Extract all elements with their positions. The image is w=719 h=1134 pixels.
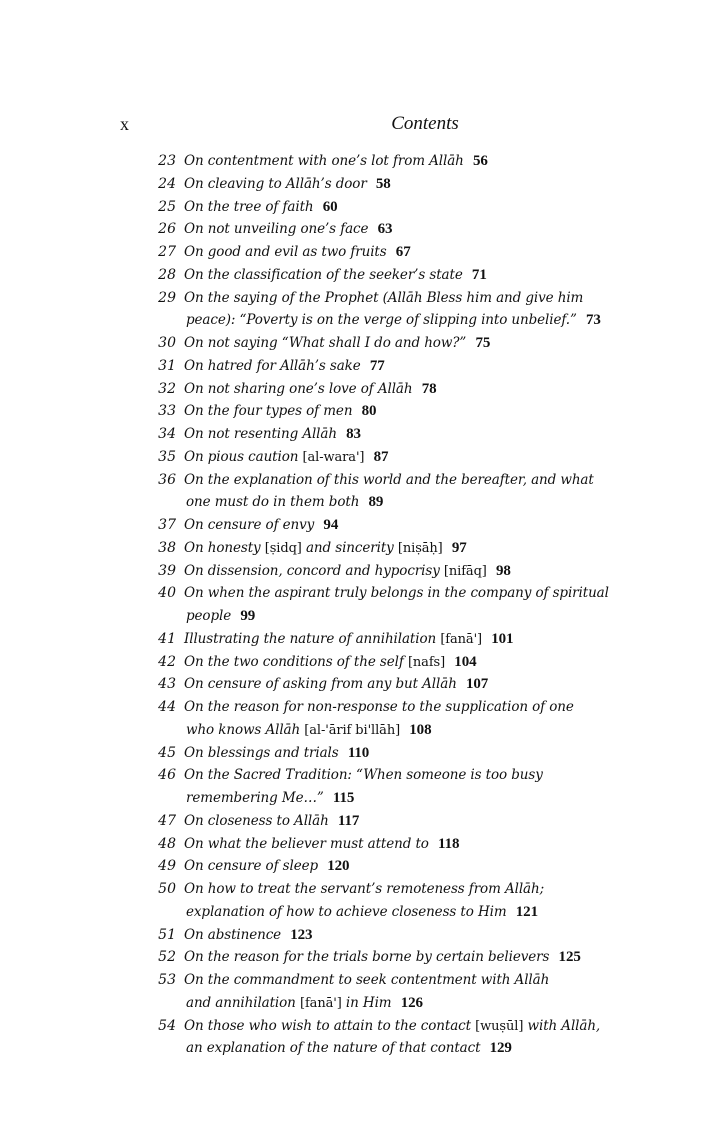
entry-title	[184, 856, 349, 876]
arabic-term: [nifāq]	[443, 563, 487, 579]
entry-title-continuation	[186, 310, 601, 330]
entry-number: 29	[158, 289, 176, 306]
entry-text: On the two conditions of the self	[184, 653, 404, 670]
page-reference: 123	[290, 926, 313, 943]
entry-text: On dissension, concord and hypocrisy	[184, 562, 440, 579]
page-reference: 83	[346, 426, 361, 442]
arabic-term: [al-'ārif bi'llāh]	[304, 722, 401, 738]
entry-text: remembering Me…”	[186, 790, 324, 806]
entry-number: 39	[158, 562, 176, 579]
entry-text: On the Sacred Tradition: “When someone is too busy	[184, 767, 543, 784]
entry-title	[184, 629, 513, 650]
page-reference: 97	[451, 539, 467, 556]
entry-text: On not sharing one’s love of Allāh	[184, 380, 413, 397]
page-reference: 129	[489, 1040, 512, 1057]
entry-number: 44	[158, 699, 176, 715]
entry-text: explanation of how to achieve closeness to Him	[186, 903, 507, 920]
entry-title-continuation	[186, 993, 423, 1014]
page-reference: 71	[471, 266, 487, 283]
entry-title	[184, 697, 574, 717]
entry-text: On pious caution	[184, 448, 299, 465]
page-reference: 98	[495, 562, 511, 579]
page-reference: 75	[475, 335, 491, 351]
entry-number: 37	[158, 517, 176, 533]
entry-text: On closeness to Allāh	[184, 812, 329, 829]
entry-number: 35	[158, 448, 176, 465]
entry-text: On the classification of the seeker’s state	[184, 266, 463, 283]
page-reference: 94	[323, 517, 339, 533]
entry-text: On censure of envy	[184, 517, 315, 533]
entry-text: On censure of sleep	[184, 858, 319, 875]
entry-number: 53	[158, 972, 176, 988]
entry-text: On those who wish to attain to the contact	[184, 1017, 471, 1034]
entry-title	[184, 583, 609, 603]
entry-number: 52	[158, 949, 176, 966]
page-reference: 60	[322, 198, 338, 215]
page-reference: 77	[369, 357, 385, 374]
entry-title-continuation	[186, 720, 431, 741]
page-reference: 99	[240, 608, 256, 624]
entry-number: 45	[158, 744, 176, 761]
entry-title	[184, 879, 544, 899]
entry-text: On how to treat the servant’s remoteness from Allāh;	[184, 881, 545, 897]
entry-number: 51	[158, 926, 176, 943]
entry-number: 26	[158, 221, 176, 238]
arabic-term: [ṣidq]	[264, 540, 302, 556]
entry-text: On honesty	[184, 539, 261, 556]
entry-number: 43	[158, 676, 176, 693]
entry-text: On the saying of the Prophet (Allāh Bless him and give him	[184, 289, 584, 306]
entry-number: 42	[158, 653, 176, 670]
entry-text: On what the believer must attend to	[184, 835, 429, 852]
entry-number: 47	[158, 812, 176, 829]
entry-title	[184, 424, 361, 444]
page-reference: 125	[558, 949, 581, 966]
entry-text: On good and evil as two fruits	[184, 244, 387, 260]
entry-title-continuation	[186, 492, 383, 512]
page-reference: 89	[368, 494, 384, 511]
entry-number: 40	[158, 585, 176, 602]
entry-number: 28	[158, 266, 176, 283]
arabic-term: [fanā']	[299, 995, 342, 1011]
entry-number: 38	[158, 539, 176, 556]
entry-text: peace): “Poverty is on the verge of slipping into unbelief.”	[186, 312, 577, 329]
running-head: Contents	[391, 113, 459, 134]
entry-title	[184, 674, 488, 694]
entry-title	[184, 743, 369, 763]
page-number: x	[120, 114, 129, 134]
entry-text: Illustrating the nature of annihilation	[184, 630, 437, 647]
page-reference: 87	[373, 448, 389, 465]
entry-title	[184, 765, 543, 785]
entry-title-continuation	[186, 902, 538, 922]
entry-title	[184, 379, 437, 399]
entry-text: On the explanation of this world and the bereafter, and what	[184, 471, 594, 488]
page-reference: 101	[491, 630, 514, 647]
page-reference: 78	[421, 380, 437, 397]
entry-text: On contentment with one’s lot from Allāh	[184, 153, 464, 169]
entry-text: On the four types of men	[184, 403, 353, 420]
entry-title	[184, 515, 338, 535]
page-reference: 118	[438, 835, 460, 852]
entry-text: On censure of asking from any but Allāh	[184, 676, 457, 693]
page-reference: 104	[454, 653, 477, 670]
entry-title	[184, 356, 385, 376]
entry-text: and annihilation	[186, 994, 296, 1011]
entry-text: On hatred for Allāh’s sake	[184, 357, 361, 374]
entry-title	[184, 538, 467, 559]
entry-number: 54	[158, 1017, 176, 1034]
entry-text: On abstinence	[184, 926, 282, 943]
entry-text: one must do in them both	[186, 494, 360, 511]
page-reference: 108	[409, 721, 432, 738]
arabic-term: [al-wara']	[302, 449, 365, 465]
entry-number: 30	[158, 335, 176, 351]
page-reference: 80	[361, 403, 377, 420]
entry-text: On the tree of faith	[184, 198, 314, 215]
entry-title	[184, 652, 477, 673]
arabic-term: [niṣāḥ]	[397, 540, 443, 556]
entry-title	[184, 174, 391, 194]
page-reference: 115	[332, 790, 355, 806]
page-reference: 73	[585, 312, 601, 329]
entry-text: and sincerity	[305, 539, 394, 556]
entry-title	[184, 401, 376, 421]
entry-title	[184, 561, 511, 582]
entry-title	[184, 242, 411, 262]
entry-number: 33	[158, 403, 176, 420]
arabic-term: [nafs]	[407, 654, 446, 670]
entry-number: 23	[158, 153, 176, 169]
entry-number: 27	[158, 244, 176, 260]
page-reference: 121	[515, 903, 538, 920]
entry-title	[184, 925, 312, 945]
page-reference: 107	[466, 676, 489, 693]
entry-title	[184, 811, 359, 831]
entry-title	[184, 947, 581, 967]
entry-title-continuation	[186, 1038, 512, 1058]
page-reference: 63	[377, 221, 393, 238]
entry-text: On the reason for non-response to the supplication of one	[184, 699, 574, 715]
arabic-term: [fanā']	[440, 631, 483, 647]
entry-title	[184, 151, 488, 171]
page-reference: 117	[337, 812, 360, 829]
entry-title	[184, 1016, 600, 1037]
entry-text: an explanation of the nature of that contact	[186, 1040, 481, 1057]
arabic-term: [wuṣūl]	[475, 1018, 524, 1034]
entry-number: 32	[158, 380, 176, 397]
page-reference: 120	[327, 858, 350, 875]
entry-number: 25	[158, 198, 176, 215]
entry-number: 46	[158, 767, 176, 784]
entry-title	[184, 970, 549, 990]
entry-title	[184, 834, 459, 854]
page-reference: 110	[347, 744, 370, 761]
page-reference: 58	[375, 175, 391, 192]
entry-title	[184, 265, 487, 285]
entry-number: 34	[158, 426, 176, 442]
entry-number: 36	[158, 471, 176, 488]
entry-text: On when the aspirant truly belongs in the company of spiritual	[184, 585, 609, 602]
entry-title	[184, 288, 583, 308]
entry-number: 31	[158, 357, 176, 374]
entry-text: On cleaving to Allāh’s door	[184, 175, 367, 192]
entry-title	[184, 219, 392, 239]
entry-text: On not saying “What shall I do and how?”	[184, 335, 467, 351]
entry-text: with Allāh,	[527, 1017, 601, 1034]
entry-title	[184, 333, 490, 353]
entry-number: 50	[158, 881, 176, 897]
entry-number: 24	[158, 175, 176, 192]
page-reference: 56	[472, 153, 488, 169]
entry-title	[184, 197, 338, 217]
entry-text: in Him	[345, 994, 392, 1011]
entry-number: 49	[158, 858, 176, 875]
entry-number: 48	[158, 835, 176, 852]
entry-text: On the reason for the trials borne by certain believers	[184, 949, 550, 966]
entry-text: On not unveiling one’s face	[184, 221, 369, 238]
entry-title-continuation	[186, 788, 354, 808]
entry-text: On blessings and trials	[184, 744, 339, 761]
entry-text: who knows Allāh	[186, 721, 301, 738]
entry-text: On the commandment to seek contentment with Allāh	[184, 972, 550, 988]
entry-text: people	[186, 608, 232, 624]
page-reference: 67	[395, 244, 411, 260]
entry-title	[184, 470, 594, 490]
entry-text: On not resenting Allāh	[184, 426, 337, 442]
entry-title	[184, 447, 388, 468]
entry-number: 41	[158, 630, 176, 647]
entry-title-continuation	[186, 606, 255, 626]
page-reference: 126	[400, 994, 423, 1011]
